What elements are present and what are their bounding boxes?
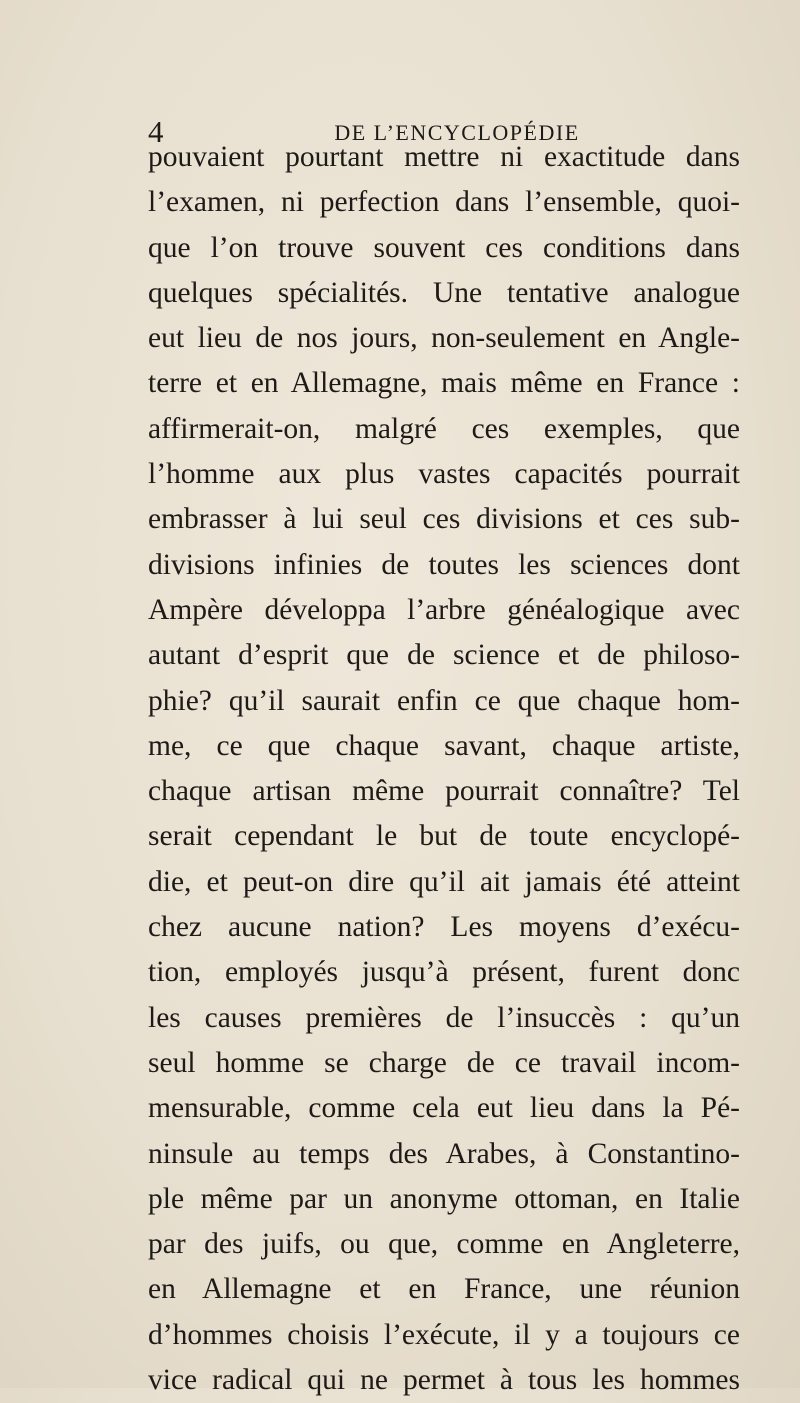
text-line: par des juifs, ou que, comme en Angleterre, — [148, 1228, 740, 1261]
text-line: ple même par un anonyme ottoman, en Italie — [148, 1182, 740, 1215]
text-line: divisions infinies de toutes les sciences dont — [148, 548, 740, 581]
running-head: DE L’ENCYCLOPÉDIE — [334, 120, 580, 145]
text-line: ninsule au temps des Arabes, à Constantino- — [148, 1137, 740, 1170]
text-line: phie? qu’il saurait enfin ce que chaque hom- — [148, 684, 740, 717]
text-line: serait cependant le but de toute encyclopé- — [148, 820, 740, 853]
text-line: terre et en Allemagne, mais même en France : — [148, 367, 740, 400]
text-line: l’examen, ni perfection dans l’ensemble, quoi- — [148, 186, 740, 219]
text-line: chez aucune nation? Les moyens d’exécu- — [148, 911, 740, 944]
text-line: seul homme se charge de ce travail incom- — [148, 1046, 740, 1079]
text-line: quelques spécialités. Une tentative analogue — [148, 276, 740, 309]
text-line: l’homme aux plus vastes capacités pourrait — [148, 458, 740, 491]
text-line: me, ce que chaque savant, chaque artiste, — [148, 729, 740, 762]
text-line: mensurable, comme cela eut lieu dans la Pé- — [148, 1092, 740, 1125]
text-line: que l’on trouve souvent ces conditions dans — [148, 231, 740, 264]
text-line: embrasser à lui seul ces divisions et ces sub- — [148, 503, 740, 536]
text-line: die, et peut-on dire qu’il ait jamais été atteint — [148, 865, 740, 898]
text-line: d’hommes choisis l’exécute, il y a toujours ce — [148, 1318, 740, 1351]
text-line: affirmerait-on, malgré ces exemples, que — [148, 412, 740, 445]
text-line: eut lieu de nos jours, non-seulement en Angle- — [148, 322, 740, 355]
text-line: Ampère développa l’arbre généalogique avec — [148, 593, 740, 626]
body-text — [148, 135, 740, 1403]
page-number: 4 — [148, 114, 164, 149]
text-line: chaque artisan même pourrait connaître? Tel — [148, 775, 740, 808]
text-line: vice radical qui ne permet à tous les hommes — [148, 1364, 740, 1397]
text-line: en Allemagne et en France, une réunion — [148, 1273, 740, 1306]
text-line: tion, employés jusqu’à présent, furent donc — [148, 956, 740, 989]
text-line: autant d’esprit que de science et de philoso- — [148, 639, 740, 672]
text-line: pouvaient pourtant mettre ni exactitude dans — [148, 141, 740, 173]
text-line: les causes premières de l’insuccès : qu’un — [148, 1001, 740, 1034]
